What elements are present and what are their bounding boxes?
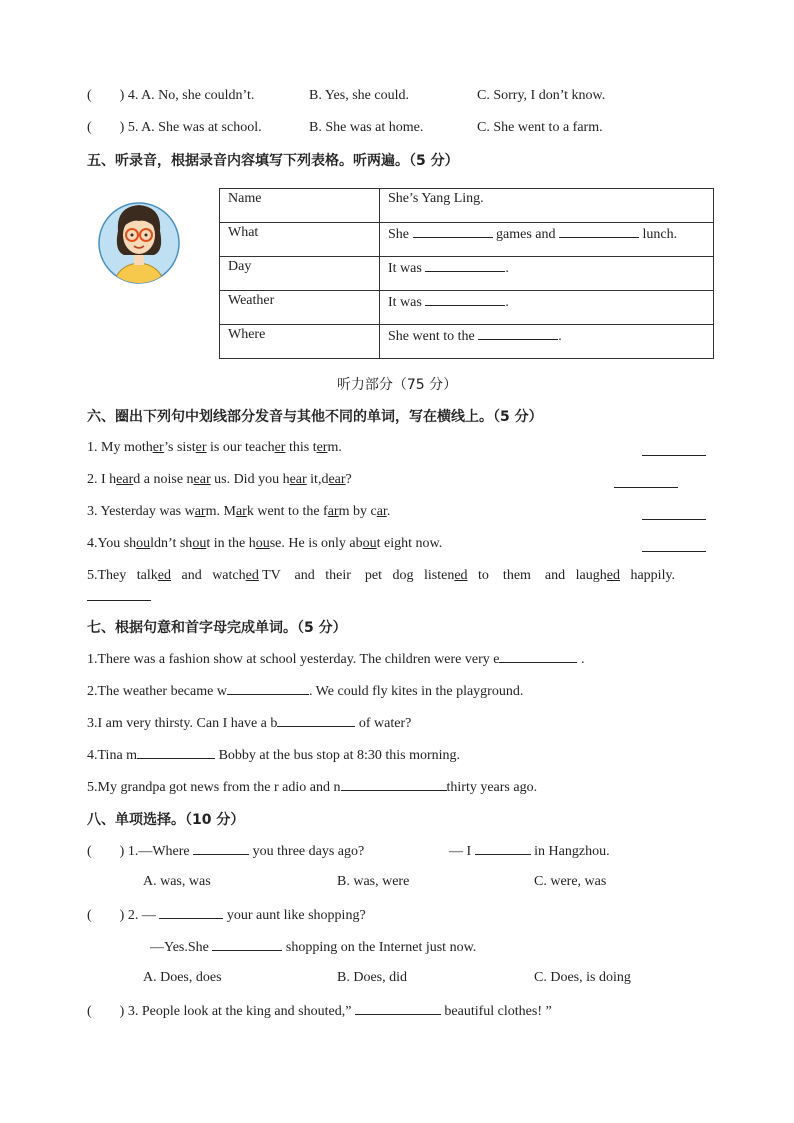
answer-blank[interactable] xyxy=(499,650,577,663)
s6-sentence-5: 5.They talked and watched TV and their pet dog listened to them and laughed happily. xyxy=(87,568,676,583)
answer-blank[interactable] xyxy=(425,293,505,306)
answer-blank[interactable] xyxy=(87,599,151,601)
s8-question-3: ( ) 3. People look at the king and shouted,” beautiful clothes! ” xyxy=(87,1004,552,1019)
answer-blank[interactable] xyxy=(341,778,447,791)
s7-sentence-2: 2.The weather became w . We could fly kites in the playground. xyxy=(87,684,524,699)
table-row: Where She went to the . xyxy=(220,325,714,359)
question-5: ( ) 5. A. She was at school. B. She was at home. C. She went to a farm. xyxy=(87,120,603,135)
answer-blank[interactable] xyxy=(193,842,249,855)
answer-blank[interactable] xyxy=(355,1002,441,1015)
answer-blank[interactable] xyxy=(413,225,493,238)
s6-sentence-1: 1. My mother’s sister is our teacher this term. xyxy=(87,440,342,455)
answer-blank[interactable] xyxy=(137,746,215,759)
s6-sentence-3: 3. Yesterday was warm. Mark went to the farm by car. xyxy=(87,504,391,519)
table-row: Weather It was . xyxy=(220,291,714,325)
table-row: Day It was . xyxy=(220,257,714,291)
answer-blank[interactable] xyxy=(277,714,355,727)
s6-sentence-4: 4.You shouldn’t shout in the house. He is only about eight now. xyxy=(87,536,443,551)
answer-blank[interactable] xyxy=(227,682,309,695)
s7-sentence-5: 5.My grandpa got news from the r adio and n thirty years ago. xyxy=(87,780,538,795)
section-7-title: 七、根据句意和首字母完成单词。（5 分） xyxy=(87,620,347,636)
s8-question-2-reply: —Yes.She shopping on the Internet just now. xyxy=(150,940,477,955)
s6-sentence-2: 2. I heard a noise near us. Did you hear it,dear? xyxy=(87,472,352,487)
info-table xyxy=(219,188,714,359)
answer-blank[interactable] xyxy=(212,938,282,951)
s7-sentence-1: 1.There was a fashion show at school yesterday. The children were very e . xyxy=(87,652,585,667)
option-b[interactable]: B. was, were xyxy=(337,874,410,889)
section-8-title: 八、单项选择。（10 分） xyxy=(87,812,245,828)
s7-sentence-3: 3.I am very thirsty. Can I have a b of water? xyxy=(87,716,412,731)
s8-question-2: ( ) 2. — your aunt like shopping? xyxy=(87,908,366,923)
section-6-title: 六、圈出下列句中划线部分发音与其他不同的单词，写在横线上。（5 分） xyxy=(87,409,543,425)
answer-blank[interactable] xyxy=(642,550,706,552)
answer-blank[interactable] xyxy=(559,225,639,238)
answer-blank[interactable] xyxy=(425,259,505,272)
option-a[interactable]: A. was, was xyxy=(143,874,211,889)
option-c[interactable]: C. Does, is doing xyxy=(534,970,631,985)
girl-avatar-illustration xyxy=(98,193,180,293)
option-a[interactable]: A. Does, does xyxy=(143,970,222,985)
listening-part-subtitle: 听力部分（75 分） xyxy=(336,377,458,393)
answer-blank[interactable] xyxy=(159,906,223,919)
answer-blank[interactable] xyxy=(642,518,706,520)
option-c[interactable]: C. were, was xyxy=(534,874,607,889)
answer-blank[interactable] xyxy=(478,327,558,340)
option-b[interactable]: B. Does, did xyxy=(337,970,407,985)
table-row: What She games and lunch. xyxy=(220,223,714,257)
answer-blank[interactable] xyxy=(475,842,531,855)
s7-sentence-4: 4.Tina m Bobby at the bus stop at 8:30 this morning. xyxy=(87,748,461,763)
question-4: ( ) 4. A. No, she couldn’t. B. Yes, she could. C. Sorry, I don’t know. xyxy=(87,88,606,103)
answer-blank[interactable] xyxy=(642,454,706,456)
table-row: Name She’s Yang Ling. xyxy=(220,189,714,223)
s8-question-1: ( ) 1.—Where you three days ago? — I in Hangzhou. xyxy=(87,844,610,859)
answer-blank[interactable] xyxy=(614,486,678,488)
section-5-title: 五、听录音，根据录音内容填写下列表格。听两遍。（5 分） xyxy=(87,153,459,169)
